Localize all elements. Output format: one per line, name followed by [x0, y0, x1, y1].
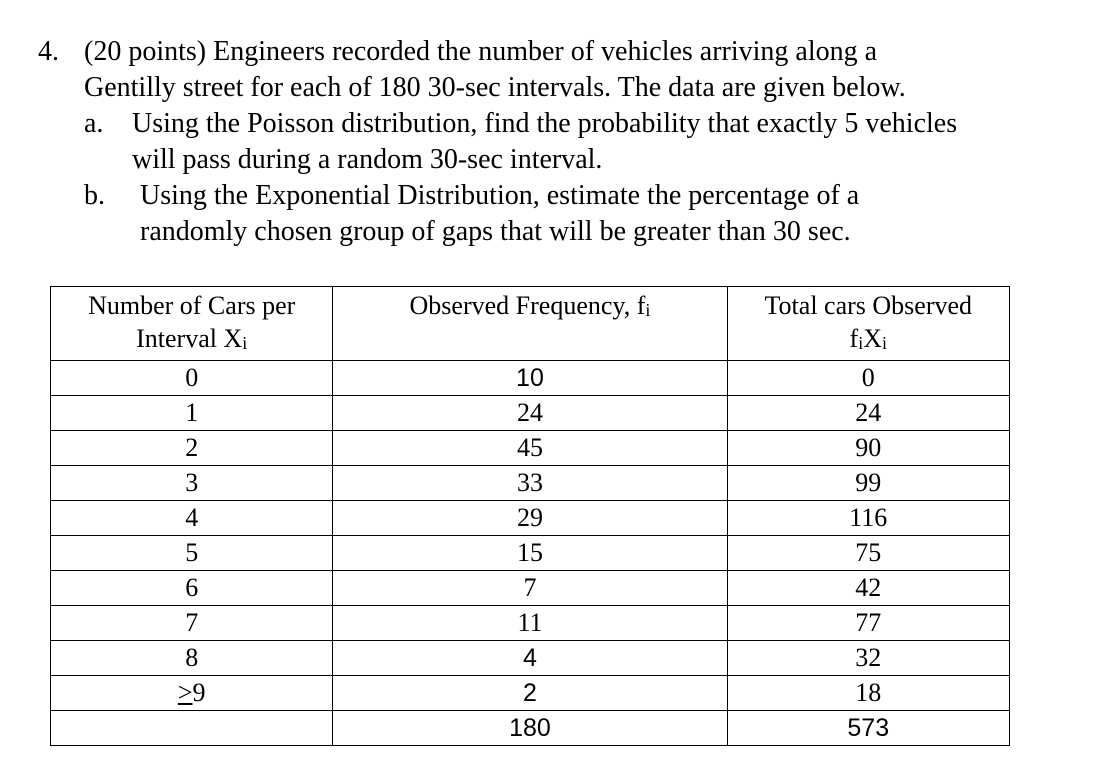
cell-total: 90: [727, 431, 1009, 466]
cell-cars-ge-symbol: >: [177, 678, 193, 707]
part-b-text: [132, 178, 1088, 250]
part-b: [84, 178, 1088, 250]
cell-frequency: 11: [333, 606, 727, 641]
cell-cars: 7: [51, 606, 333, 641]
part-a-text: [132, 106, 1088, 178]
cell-total: 116: [727, 501, 1009, 536]
table-row: [51, 431, 1010, 466]
problem-statement: [38, 34, 1088, 250]
header-cars-per-interval: [51, 287, 333, 361]
part-a-letter: a.: [84, 108, 104, 139]
part-b-letter: b.: [84, 180, 105, 211]
table-row: [51, 641, 1010, 676]
vehicle-count-table: [50, 286, 1010, 746]
part-b-line-1: Using the Exponential Distribution, estimate the percentage of a: [140, 180, 860, 211]
part-b-line-2: randomly chosen group of gaps that will be greater than 30 sec.: [140, 216, 851, 247]
cell-frequency: 15: [333, 536, 727, 571]
cell-cars: 0: [51, 361, 333, 396]
header-observed-frequency: [333, 287, 727, 361]
header-col3-line-1: Total cars Observed: [764, 291, 973, 320]
cell-cars: 4: [51, 501, 333, 536]
cell-total: 77: [727, 606, 1009, 641]
cell-total: 0: [727, 361, 1009, 396]
cell-frequency: 2: [333, 676, 727, 711]
header-col1-line-2: Interval X: [136, 324, 243, 353]
cell-frequency: 4: [333, 641, 727, 676]
table-row: [51, 466, 1010, 501]
cell-frequency: 29: [333, 501, 727, 536]
cell-frequency: 24: [333, 396, 727, 431]
cell-cars-ge-value: 9: [192, 678, 206, 707]
header-col3-x: X: [863, 324, 882, 353]
header-total-cars-observed: [727, 287, 1009, 361]
cell-cars: 3: [51, 466, 333, 501]
question-intro: [38, 34, 1088, 106]
question-text-line-2: Gentilly street for each of 180 30-sec intervals. The data are given below.: [84, 72, 906, 103]
cell-cars: 5: [51, 536, 333, 571]
cell-frequency: 33: [333, 466, 727, 501]
header-col1-line-1: Number of Cars per: [88, 291, 296, 320]
header-col2-text: Observed Frequency, f: [409, 291, 646, 320]
table-row: [51, 501, 1010, 536]
question-text: [84, 34, 1088, 106]
cell-total: 75: [727, 536, 1009, 571]
cell-total: 24: [727, 396, 1009, 431]
cell-grand-total: 573: [727, 711, 1009, 746]
cell-cars: 2: [51, 431, 333, 466]
part-a: [84, 106, 1088, 178]
cell-total: 42: [727, 571, 1009, 606]
table-row: [51, 396, 1010, 431]
cell-cars-total: [51, 711, 333, 746]
cell-cars: 6: [51, 571, 333, 606]
cell-frequency: 7: [333, 571, 727, 606]
cell-total: 32: [727, 641, 1009, 676]
cell-frequency-total: 180: [333, 711, 727, 746]
cell-cars: 1: [51, 396, 333, 431]
table-row: [51, 536, 1010, 571]
cell-cars: 8: [51, 641, 333, 676]
cell-total: 18: [727, 676, 1009, 711]
part-a-line-1: Using the Poisson distribution, find the probability that exactly 5 vehicles: [132, 108, 958, 139]
cell-cars: [51, 676, 333, 711]
question-text-line-1: (20 points) Engineers recorded the number of vehicles arriving along a: [84, 36, 878, 67]
table-totals-row: [51, 711, 1010, 746]
table-row: [51, 676, 1010, 711]
header-col1-subscript: i: [242, 333, 248, 353]
header-col2-subscript: i: [645, 300, 651, 320]
header-col3-f: f: [849, 324, 859, 353]
question-number: 4.: [38, 36, 59, 67]
cell-frequency: 45: [333, 431, 727, 466]
part-a-line-2: will pass during a random 30-sec interval.: [132, 144, 603, 175]
table-header-row: [51, 287, 1010, 361]
cell-total: 99: [727, 466, 1009, 501]
cell-frequency: 10: [333, 361, 727, 396]
table-row: [51, 361, 1010, 396]
table-row: [51, 606, 1010, 641]
header-col3-x-subscript: i: [881, 333, 887, 353]
table-row: [51, 571, 1010, 606]
header-col3-f-subscript: i: [858, 333, 864, 353]
